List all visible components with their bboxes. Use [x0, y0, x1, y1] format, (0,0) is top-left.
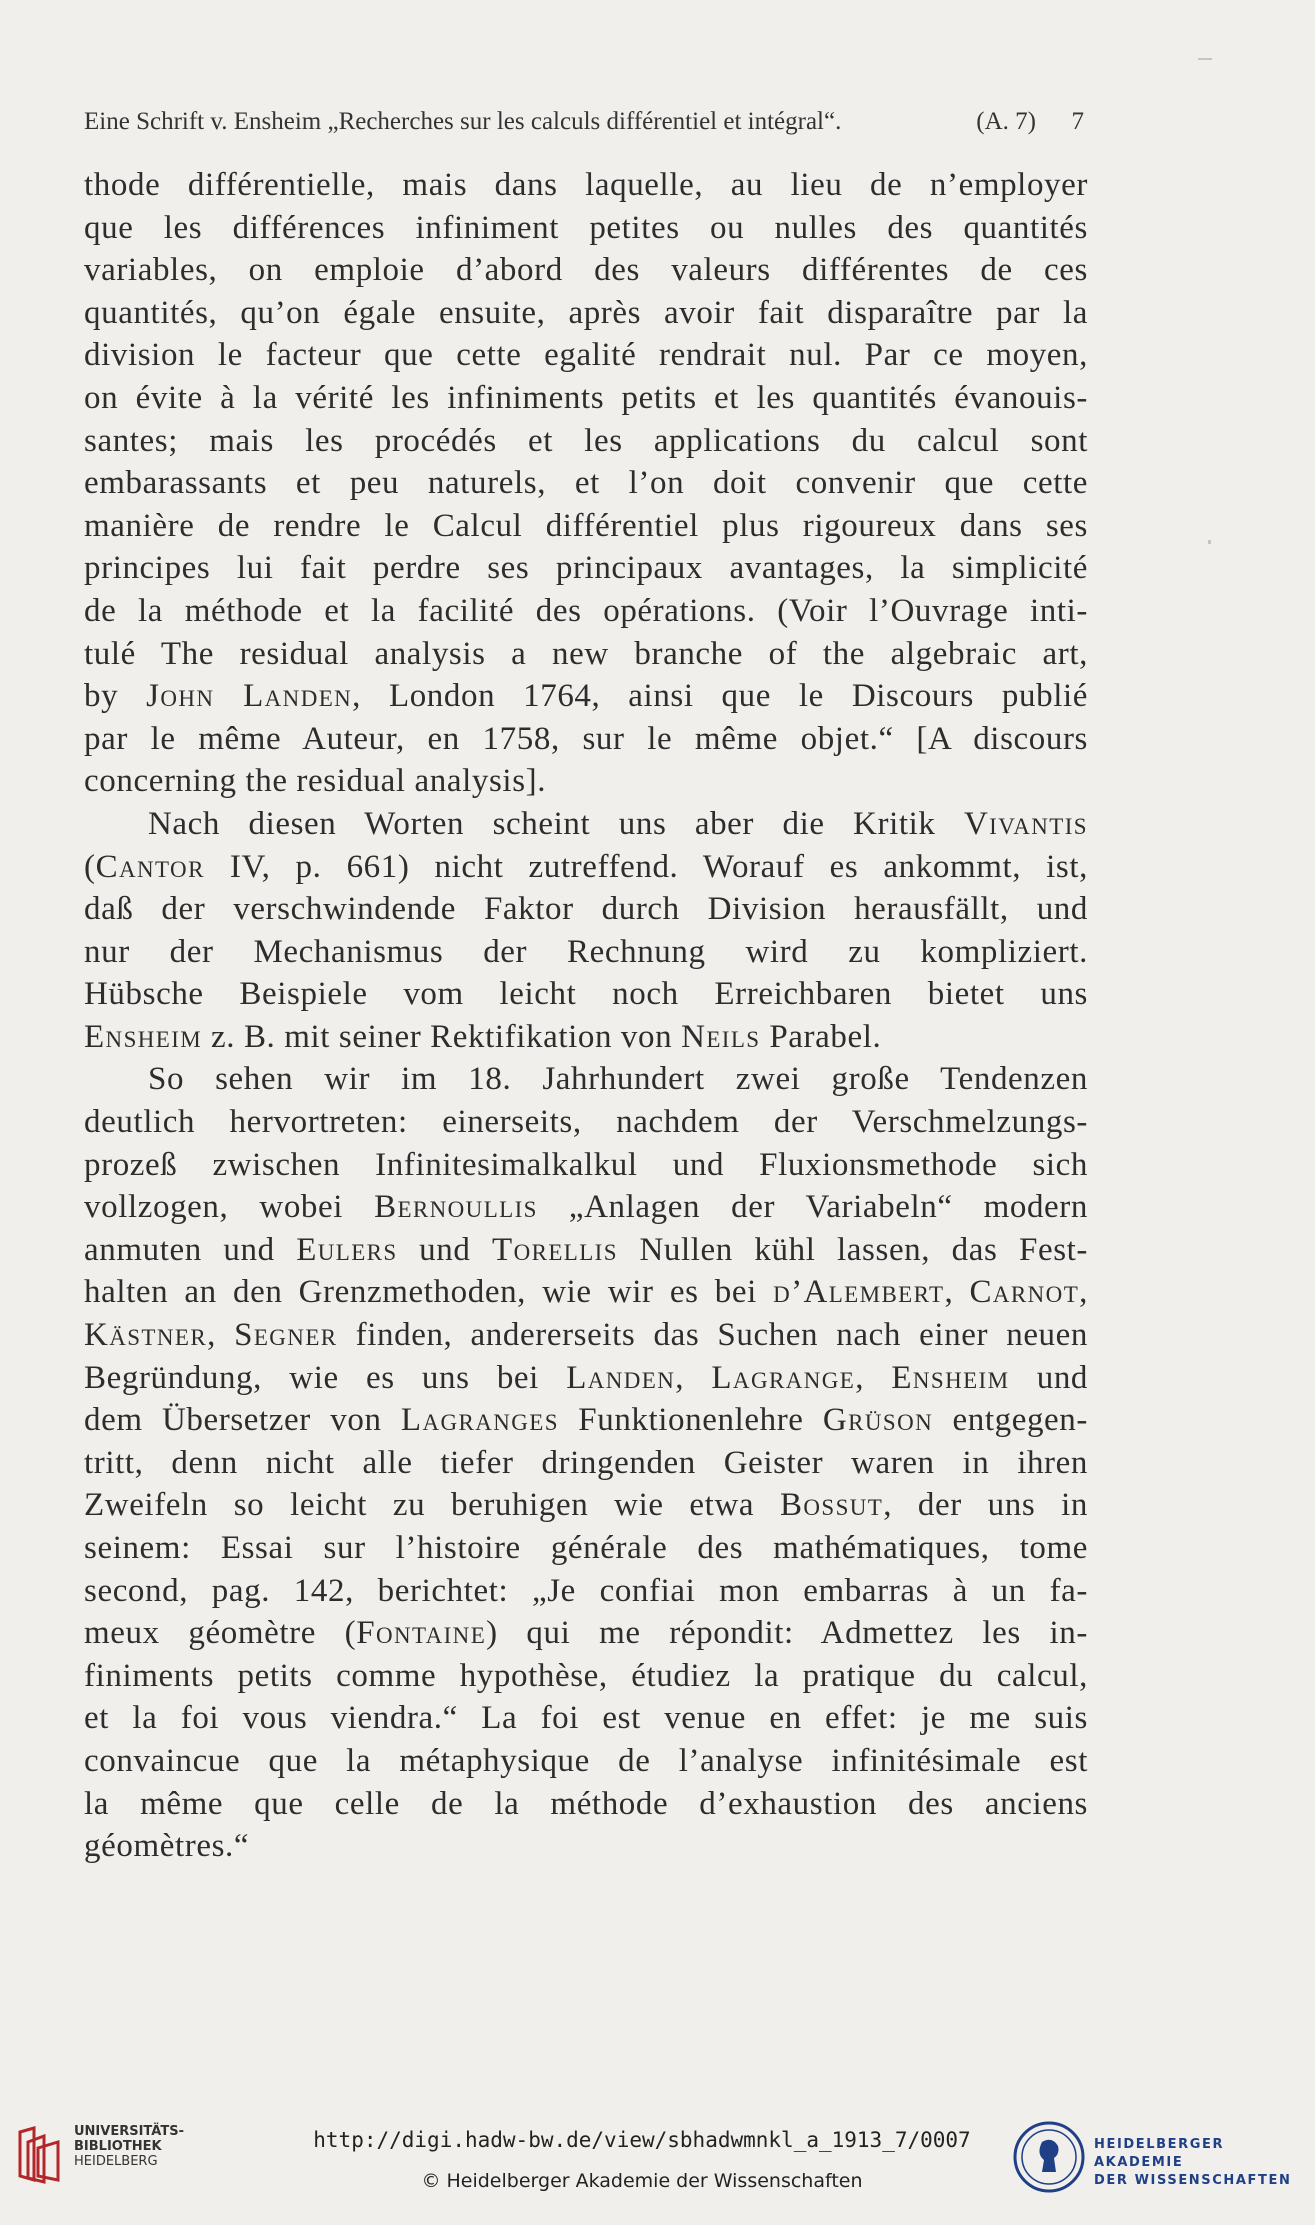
- text-run: second, pag. 142, berichtet: „Je confiai mon embarras à un fa-: [84, 1572, 1088, 1609]
- copyright-notice: © Heidelberger Akademie der Wissenschaften: [421, 2170, 863, 2192]
- text-line: [84, 590, 1088, 633]
- author-name: John Landen: [146, 678, 353, 715]
- text-line: [84, 420, 1088, 463]
- author-name: Carnot: [969, 1274, 1080, 1311]
- text-run: ,: [207, 1317, 235, 1354]
- text-line: [84, 1740, 1088, 1783]
- text-line: [84, 1144, 1088, 1187]
- text-line: [84, 633, 1088, 676]
- text-run: entgegen-: [933, 1402, 1088, 1439]
- text-line: [84, 1399, 1088, 1442]
- text-line: [84, 675, 1088, 718]
- text-run: vollzogen, wobei: [84, 1189, 375, 1226]
- text-line: [84, 1783, 1088, 1826]
- text-line: [84, 1442, 1088, 1485]
- text-line: [84, 1570, 1088, 1613]
- text-run: Nach diesen Worten scheint uns aber die Kritik: [148, 805, 964, 842]
- text-run: Parabel.: [760, 1018, 882, 1055]
- text-run: ,: [675, 1359, 712, 1396]
- scan-speck: [1208, 540, 1211, 544]
- scan-speck: [1198, 58, 1212, 60]
- author-name: Torellis: [492, 1231, 618, 1268]
- text-line: [84, 718, 1088, 761]
- text-line: [84, 1271, 1088, 1314]
- author-name: Segner: [234, 1317, 338, 1354]
- text-run: Funktionenlehre: [558, 1402, 823, 1439]
- text-line: [84, 207, 1088, 250]
- text-run: IV, p. 661) nicht zutreffend. Worauf es ankommt, ist,: [204, 848, 1088, 885]
- text-line: [84, 1655, 1088, 1698]
- text-line: [84, 547, 1088, 590]
- text-line: [84, 1229, 1088, 1272]
- author-name: d’Alembert: [773, 1274, 945, 1311]
- academy-line-1: HEIDELBERGER AKADEMIE: [1094, 2137, 1225, 2170]
- digitization-footer: [0, 2108, 1315, 2225]
- author-name: Landen: [566, 1359, 676, 1396]
- text-run: Begründung, wie es uns bei: [84, 1359, 567, 1396]
- text-run: ,: [944, 1274, 970, 1311]
- text-line: [84, 1101, 1088, 1144]
- text-run: daß der verschwindende Faktor durch Division herausfällt, und: [84, 891, 1088, 928]
- text-line: [84, 1484, 1088, 1527]
- body-text: [84, 164, 1088, 1868]
- text-line: [84, 846, 1088, 889]
- text-run: seinem: Essai sur l’histoire générale des mathématiques, tome: [84, 1530, 1088, 1566]
- text-line: [84, 1612, 1088, 1655]
- text-run: „Anlagen der Variabeln“ modern: [537, 1189, 1088, 1226]
- text-run: géomètres.“: [84, 1828, 250, 1865]
- text-run: convaincue que la métaphysique de l’analyse infinitésimale est: [84, 1742, 1088, 1779]
- running-head: [84, 104, 1084, 140]
- text-run: de la méthode et la facilité des opérations. (Voir l’Ouvrage inti-: [84, 592, 1088, 629]
- author-name: Ensheim: [84, 1018, 203, 1055]
- library-line-3: HEIDELBERG: [74, 2154, 158, 2169]
- text-line: [84, 931, 1088, 974]
- running-head-reference: (A. 7): [976, 108, 1036, 135]
- author-name: Neils: [681, 1018, 761, 1055]
- author-name: Vivantis: [963, 805, 1088, 842]
- author-name: Kästner: [84, 1317, 208, 1354]
- text-line: [84, 377, 1088, 420]
- text-line: [84, 249, 1088, 292]
- text-run: und: [397, 1231, 493, 1268]
- text-line: [84, 1186, 1088, 1229]
- text-run: concerning the residual analysis].: [84, 763, 547, 800]
- text-line: [84, 292, 1088, 335]
- text-line: [84, 973, 1088, 1016]
- text-line: [84, 888, 1088, 931]
- text-run: finden, andererseits das Suchen nach einer neuen: [337, 1317, 1089, 1354]
- author-name: Lagranges: [400, 1402, 559, 1439]
- text-line: [84, 1527, 1088, 1570]
- text-run: par le même Auteur, en 1758, sur le même objet.“ [A discours: [84, 720, 1088, 757]
- author-name: Cantor: [95, 848, 205, 885]
- academy-name: [1094, 2136, 1315, 2190]
- text-run: meux géomètre (: [84, 1615, 357, 1652]
- text-run: und: [1009, 1359, 1089, 1396]
- text-run: nur der Mechanismus der Rechnung wird zu kompliziert.: [84, 933, 1088, 970]
- author-name: Ensheim: [891, 1359, 1010, 1396]
- text-run: ) qui me répondit: Admettez les in-: [486, 1615, 1089, 1652]
- text-run: la même que celle de la méthode d’exhaustion des anciens: [84, 1785, 1088, 1822]
- text-line: [84, 1825, 1088, 1868]
- text-run: So sehen wir im 18. Jahrhundert zwei große Tendenzen: [148, 1061, 1088, 1098]
- text-line: [84, 760, 1088, 803]
- text-run: halten an den Grenzmethoden, wie wir es bei: [84, 1274, 774, 1311]
- text-run: by: [84, 678, 147, 715]
- author-name: Fontaine: [356, 1615, 487, 1652]
- author-name: Grüson: [822, 1402, 934, 1439]
- text-run: et la foi vous viendra.“ La foi est venue en effet: je me suis: [84, 1700, 1088, 1737]
- university-library-name: [74, 2124, 184, 2169]
- text-run: thode différentielle, mais dans laquelle, au lieu de n’employer: [84, 167, 1088, 203]
- text-run: on évite à la vérité les infiniments petits et les quantités évanouis-: [84, 379, 1088, 416]
- text-line: [84, 462, 1088, 505]
- text-run: dem Übersetzer von: [84, 1402, 401, 1439]
- text-run: manière de rendre le Calcul différentiel plus rigoureux dans ses: [84, 507, 1088, 544]
- text-line: [84, 334, 1088, 377]
- library-line-1: UNIVERSITÄTS-: [74, 2124, 184, 2139]
- page-number: 7: [1071, 108, 1084, 135]
- author-name: Bernoullis: [374, 1189, 538, 1226]
- author-name: Bossut: [779, 1487, 884, 1524]
- text-run: variables, on emploie d’abord des valeurs différentes de ces: [84, 252, 1088, 289]
- text-run: z. B. mit seiner Rektifikation von: [202, 1018, 682, 1055]
- text-run: ,: [855, 1359, 892, 1396]
- academy-line-2: DER WISSENSCHAFTEN: [1094, 2173, 1292, 2188]
- text-run: prozeß zwischen Infinitesimalkalkul und Fluxionsmethode sich: [84, 1146, 1088, 1183]
- text-run: , London 1764, ainsi que le Discours publié: [352, 678, 1088, 715]
- text-run: finiments petits comme hypothèse, étudiez la pratique du calcul,: [84, 1657, 1088, 1694]
- text-line: [84, 803, 1088, 846]
- text-run: division le facteur que cette egalité rendrait nul. Par ce moyen,: [84, 337, 1088, 374]
- text-run: tritt, denn nicht alle tiefer dringenden Geister waren in ihren: [84, 1444, 1088, 1481]
- text-run: santes; mais les procédés et les applications du calcul sont: [84, 422, 1088, 459]
- permalink-url[interactable]: http://digi.hadw-bw.de/view/sbhadwmnkl_a_1913_7/0007: [313, 2128, 971, 2152]
- text-run: (: [84, 848, 96, 885]
- author-name: Eulers: [296, 1231, 398, 1268]
- text-line: [84, 1314, 1088, 1357]
- text-run: Hübsche Beispiele vom leicht noch Erreichbaren bietet uns: [84, 976, 1088, 1013]
- text-line: [84, 1697, 1088, 1740]
- text-run: que les différences infiniment petites ou nulles des quantités: [84, 209, 1088, 246]
- text-run: ,: [1079, 1274, 1089, 1311]
- text-line: [84, 505, 1088, 548]
- academy-seal-icon: [1012, 2120, 1086, 2194]
- university-library-logo-icon: [14, 2124, 64, 2184]
- library-line-2: BIBLIOTHEK: [74, 2139, 162, 2154]
- author-name: Lagrange: [711, 1359, 856, 1396]
- text-run: embarassants et peu naturels, et l’on doit convenir que cette: [84, 465, 1088, 502]
- text-run: anmuten und: [84, 1231, 297, 1268]
- text-run: , der uns in: [883, 1487, 1089, 1524]
- text-run: Nullen kühl lassen, das Fest-: [617, 1231, 1089, 1268]
- text-line: [84, 164, 1088, 207]
- text-run: quantités, qu’on égale ensuite, après avoir fait disparaître par la: [84, 294, 1088, 331]
- text-line: [84, 1357, 1088, 1400]
- text-line: [84, 1016, 1088, 1059]
- text-line: [84, 1058, 1088, 1101]
- text-run: tulé The residual analysis a new branche of the algebraic art,: [84, 635, 1088, 672]
- text-run: deutlich hervortreten: einerseits, nachdem der Verschmelzungs-: [84, 1104, 1088, 1141]
- running-head-title: Eine Schrift v. Ensheim „Recherches sur les calculs différentiel et intégral“.: [84, 108, 842, 135]
- text-run: principes lui fait perdre ses principaux avantages, la simplicité: [84, 550, 1088, 587]
- text-run: Zweifeln so leicht zu beruhigen wie etwa: [84, 1487, 780, 1524]
